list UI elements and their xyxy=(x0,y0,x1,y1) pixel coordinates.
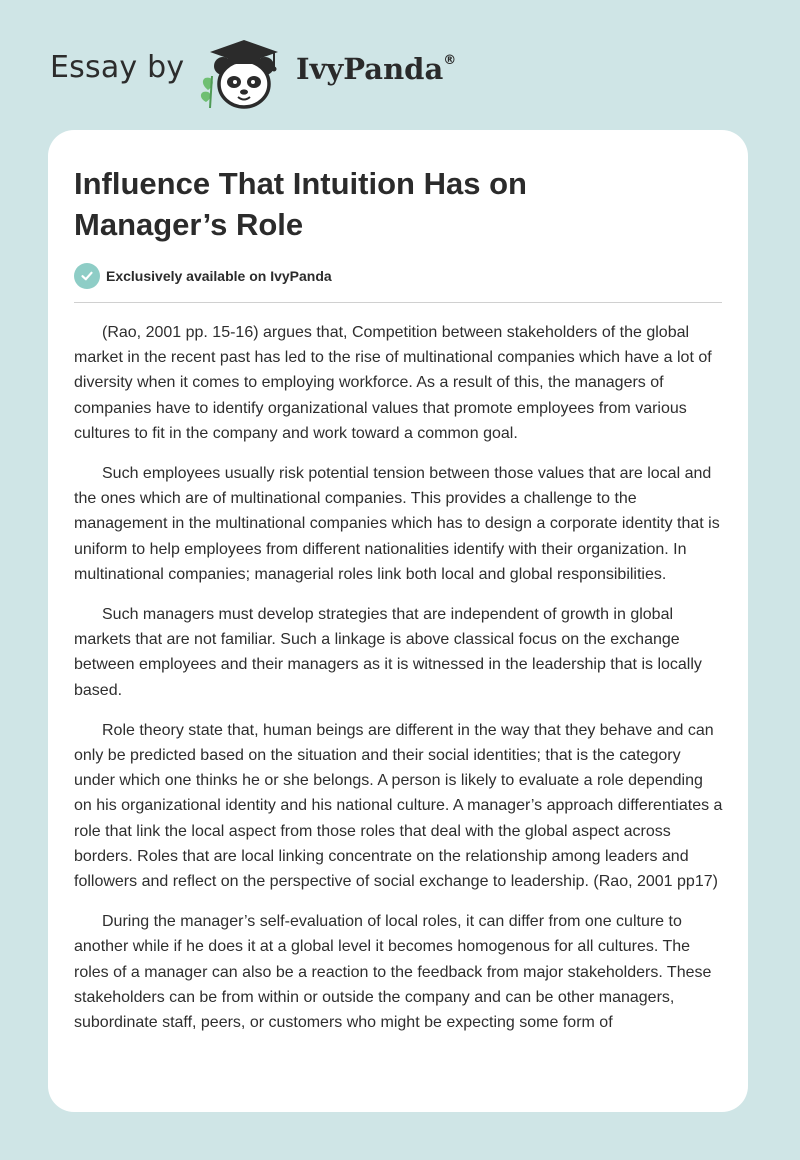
paragraph: (Rao, 2001 pp. 15-16) argues that, Competition between stakeholders of the global market in the recent past has led to the rise of multinational companies which have a lot of diversity when it comes to employing workforce. As a result of this, the managers of companies have to identify organizational values that promote employees from various cultures to fit in the company and work toward a common goal. xyxy=(74,324,712,442)
page-title xyxy=(74,163,714,245)
paragraph: During the manager’s self-evaluation of local roles, it can differ from one culture to another while if he does it at a global level it becomes homogenous for all cultures. The roles of a manager can also be a reaction to the feedback from major stakeholders. These stakeholders can be from within or outside the company and can be other managers, subordinate staff, peers, or customers who might be expecting some form of xyxy=(74,913,712,1032)
exclusive-badge xyxy=(74,263,332,289)
title-line-2: Manager’s Role xyxy=(74,207,304,242)
paragraph: Such employees usually risk potential tension between those values that are local and the ones which are of multinational companies. This provides a challenge to the management in the multinational companies which has to design a corporate identity that is uniform to help employees from different nationalities identify with their organization. In multinational companies; managerial roles link both local and global responsibilities. xyxy=(74,465,720,583)
paragraph: Such managers must develop strategies that are independent of growth in global markets that are not familiar. Such a linkage is above classical focus on the exchange between employees and their managers as it is witnessed in the leadership that is locally based. xyxy=(74,606,702,699)
essay-body xyxy=(74,320,724,1050)
registered-mark: ® xyxy=(443,53,457,69)
brand-label: IvyPanda xyxy=(296,52,444,86)
badge-label: Exclusively available on IvyPanda xyxy=(106,268,332,284)
site-header xyxy=(0,0,800,130)
brand-name[interactable] xyxy=(296,52,456,86)
panda-graduate-icon[interactable] xyxy=(196,36,288,110)
essay-card xyxy=(48,130,748,1112)
essay-by-label: Essay by xyxy=(50,50,185,85)
title-line-1: Influence That Intuition Has on xyxy=(74,166,527,201)
paragraph: Role theory state that, human beings are different in the way that they behave and can only be predicted based on the situation and their social identities; that is the category under which one thinks he or she belongs. A person is likely to evaluate a role depending on his organizational identity and his national culture. A manager’s approach differentiates a role that link the local aspect from those roles that deal with the global aspect across borders. Roles that are local linking concentrate on the relationship among leaders and followers and reflect on the perspective of social exchange to leadership. (Rao, 2001 pp17) xyxy=(74,721,723,891)
check-icon xyxy=(74,263,100,289)
divider xyxy=(74,302,722,303)
